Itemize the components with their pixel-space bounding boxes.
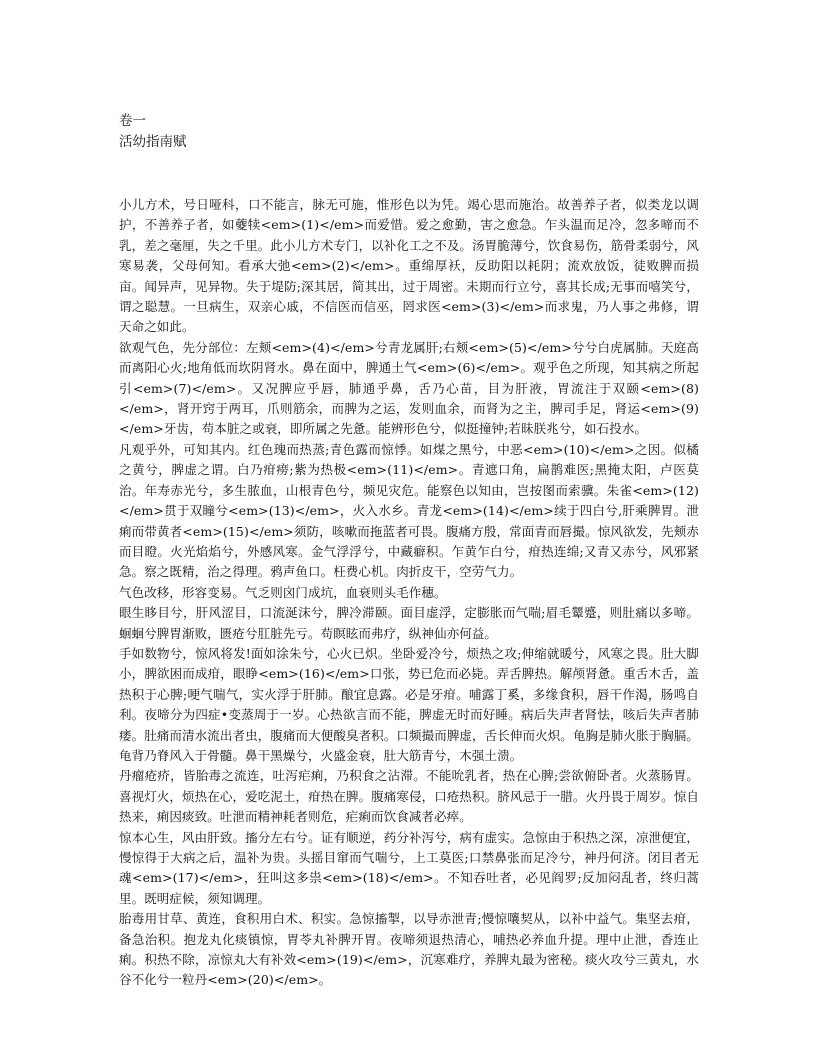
paragraph-7: 丹瘤疮疥，皆胎毒之流连，吐泻疟痢，乃积食之沾滞。不能吮乳者，热在心脾;尝欲俯卧者。火蒸肠胃。喜视灯火，烦热在心，爱吃泥土，疳热在脾。腹痛寒侵，口疮热积。脐风忌于一腊。火丹畏于周岁。惊自热来，痢因痰致。吐泄而精神耗者则危，疟痢而饮食减者必瘁。 [119, 768, 699, 825]
document-title: 活幼指南赋 [119, 134, 187, 150]
paragraph-9: 胎毒用甘草、黄连，食积用白术、积实。急惊搐掣，以导赤泄青;慢惊嚷契从，以补中益气。集坚去疳，备急治积。抱龙丸化痰镇惊，胃苓丸补脾开胃。夜啼须退热清心，哺热必养血升提。理中止泄，香连止痢。积热不除，凉惊丸大有补效<em>(19)</em>，沉寒难疗，养脾丸最为密秘。痰火攻兮三黄丸，水谷不化兮一粒丹<em>(20)</em>。 [119, 911, 699, 988]
paragraph-1: 小儿方术，号日哑科，口不能言，脉无可施，惟形色以为凭。竭心思而施治。故善养子者，似类龙以调护，不善养子者，如䕫犊<em>(1)</em>而爱惜。爱之愈勤，害之愈急。乍头温而足冷，忽多啼而不乳，差之毫厘，失之千里。此小儿方术专门，以补化工之不及。汤胃脆薄兮，饮食易伤，筋骨柔弱兮，风寒易袭，父母何知。看承大弛<em>(2)</em>。重绵厚袄，反助阳以耗阴；流欢放饭，徒败脾而损亩。闻异声，见异物。失于堤防;深其居，简其出，过于周密。未期而行立兮，喜其长成;无事而嘻笑兮，谓之聪慧。一旦病生，双亲心戚，不信医而信巫，罔求医<em>(3)</em>而求鬼，乃人事之弗修，谓天命之如此。 [119, 197, 699, 335]
paragraph-6: 手如数物兮，惊风将发!面如涂朱兮，心火已炽。坐卧爱冷兮，烦热之攻;伸缩就暖兮，风寒之畏。肚大脚小，脾欲困而成疳，眼睁<em>(16)</em>口张，势已危而必毙。弄舌脾热。解颅肾惫。重舌木舌，盖热积于心脾;哽气喘气，实火浮于肝肺。酿宜息露。必是牙疳。哺露丁奚，多缘食积，唇干作渴，肠鸣自利。夜啼分为四症•变蒸周于一岁。心热欲言而不能，脾虚无时而好睡。病后失声者肾怯，咳后失声者肺痿。肚痛而清水流出者虫，腹痛而大便酸臭者积。口频撮而脾虚，舌长伸而火炽。龟胸是肺火胀于胸膈。龟背乃脊风入于骨髓。鼻干黑燥兮，火盛金衰，肚大筋青兮，木强土溃。 [119, 645, 699, 763]
volume-heading: 卷一 [119, 113, 146, 129]
document-body [119, 195, 699, 991]
paragraph-8: 惊本心生，风由肝致。搐分左右兮。证有顺逆，药分补泻兮，病有虚实。急惊由于积热之深，凉泄便宜，慢惊得于大病之后，温补为贵。头摇目窜而气喘兮，上工莫医;口禁鼻张而足冷兮，神丹何济。闭目者无魂<em>(17)</em>，狂叫这多祟<em>(18)</em>。不知吞吐者，必见阎罗;反加闷乱者，终归蒿里。既明症候，须知调理。 [119, 829, 699, 906]
document-page [119, 111, 699, 991]
paragraph-2: 欲观气色，先分部位：左颊<em>(4)</em>兮青龙属肝;右颊<em>(5)</em>兮兮白虎属肺。天庭高而离阳心火;地角低而坎阴肾水。鼻在面中，脾通土气<em>(6)</em>。观乎色之所现，知其病之所起引<em>(7)</em>。又况脾应乎唇，肺通乎鼻，舌乃心苗，目为肝液，胃流注于双颐<em>(8)</em>，肾开窍于两耳，爪则筋余，而脾为之运，发则血余，而肾为之主，脾司手足，肾运<em>(9)</em>牙齿，苟本脏之或衰，即所属之先惫。能辨形色兮，似挺撞钟;若昧朕兆兮，如石投水。 [119, 339, 699, 437]
paragraph-4: 气色改移，形容变易。气乏则囟门成坑，血衰则头毛作穗。 [119, 584, 447, 600]
paragraph-3: 凡观乎外，可知其内。红色瑰而热蒸;青色露而惊悸。如煤之黑兮，中恶<em>(10)</em>之因。似橘之黄兮，脾虚之谓。白乃疳痨;紫为热极<em>(11)</em>。青遮口角，扁鹊难医;黑掩太阳，卢医莫治。年寿赤光兮，多生脓血，山根青色兮，频见灾危。能察色以知由，岂按图而索骥。朱雀<em>(12)</em>贯于双瞳兮<em>(13)</em>，火入水乡。青龙<em>(14)</em>续于四白兮,肝乘脾胃。泄痢而带黄者<em>(15)</em>须防，咳嗽而拖蓝者可畏。腹痛方殷，常面青而唇撮。惊风欲发，先颊赤而目瞪。火光焰焰兮，外感风寒。金气浮浮兮，中藏癖积。乍黄乍白兮，疳热连绵;又青又赤兮，风邪紧急。察之既精，治之得理。鸦声鱼口。枉费心机。肉折皮干，空劳气力。 [119, 441, 699, 580]
paragraph-5: 眼生眵目兮，肝风涩目，口流涎沫兮，脾冷滞颐。面目虚浮，定膨胀而气喘;眉毛颦蹙，则肚痛以多啼。蛔蛔兮脾胃渐败，匮疮兮肛脏先亏。苟瞑眩而弗疗，纵神仙亦何益。 [119, 605, 699, 641]
